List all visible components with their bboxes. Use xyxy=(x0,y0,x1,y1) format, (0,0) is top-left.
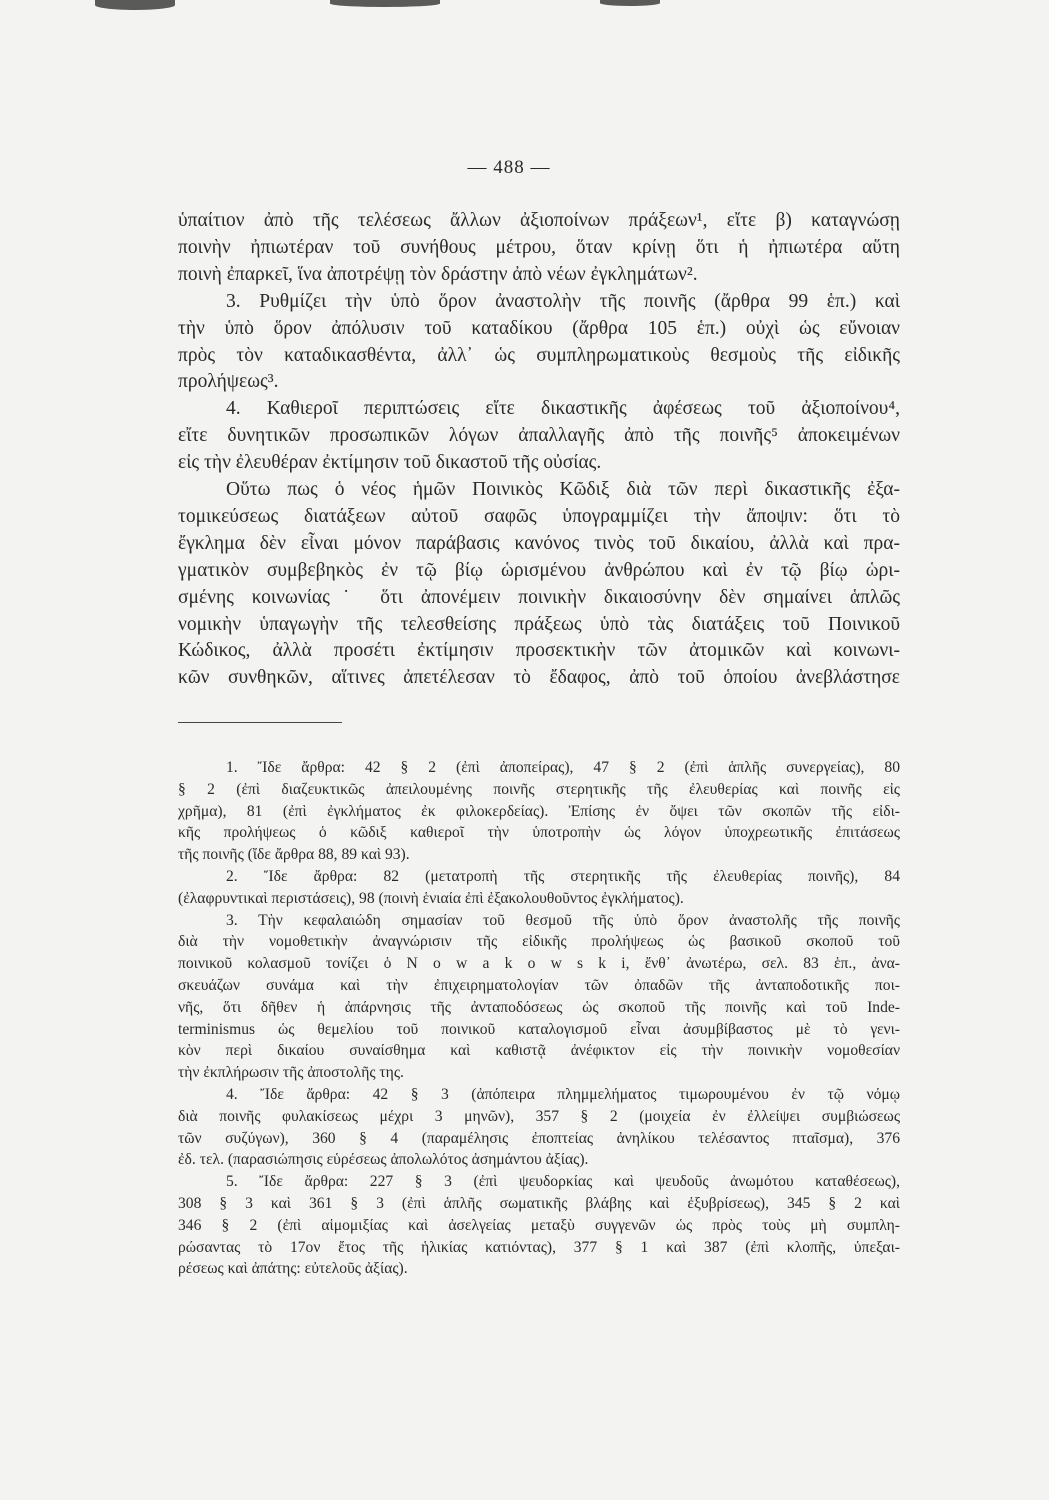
scan-artifact xyxy=(95,0,175,10)
footnote-line: 5. Ἴδε ἄρθρα: 227 § 3 (ἐπὶ ψευδορκίας καὶ ψευδοῦς ἀνωμότου καταθέσεως), xyxy=(226,1173,900,1191)
footnote-line: τῆς ποινῆς (ἴδε ἄρθρα 88, 89 καὶ 93). xyxy=(178,846,410,864)
footnote-line: νῆς, ὅτι δῆθεν ἡ ἀπάρνησις τῆς ἀνταποδόσεως ὡς σκοποῦ τῆς ποινῆς καὶ τοῦ Inde- xyxy=(178,998,900,1016)
footnote-line: κῆς προλήψεως ὁ κῶδιξ καθιεροῖ τὴν ὑποτροπὴν ὡς λόγον ὑποχρεωτικῆς ἐπιτάσεως xyxy=(178,824,900,842)
body-text-line: ἔγκλημα δὲν εἶναι μόνον παράβασις κανόνος τινὸς τοῦ δικαίου, ἀλλὰ καὶ πρα- xyxy=(178,532,900,554)
footnote-line: 3. Τὴν κεφαλαιώδη σημασίαν τοῦ θεσμοῦ τῆς ὑπὸ ὅρον ἀναστολῆς τῆς ποινῆς xyxy=(226,911,900,929)
footnote-line: ποινικοῦ κολασμοῦ τονίζει ὁ N o w a k o w s k i, ἔνθ᾽ ἀνωτέρω, σελ. 83 ἑπ., ἀνα- xyxy=(178,955,900,973)
body-text-line: Κώδικος, ἀλλὰ προσέτι ἐκτίμησιν προσεκτικὴν τῶν ἀτομικῶν καὶ κοινωνι- xyxy=(178,640,900,662)
body-text-line: πρὸς τὸν καταδικασθέντα, ἀλλ᾽ ὡς συμπληρωματικοὺς θεσμοὺς τῆς εἰδικῆς xyxy=(178,344,900,366)
footnote-line: ἐδ. τελ. (παρασιώπησις εὑρέσεως ἀπολωλότος ἀσημάντου ἀξίας). xyxy=(178,1151,589,1169)
footnote-line: χρῆμα), 81 (ἐπὶ ἐγκλήματος ἐκ φιλοκερδείας). Ἐπίσης ἐν ὄψει τῶν σκοπῶν τῆς εἰδι- xyxy=(178,802,900,820)
body-text-line: ποινὴν ἠπιωτέραν τοῦ συνήθους μέτρου, ὅταν κρίνῃ ὅτι ἡ ἠπιωτέρα αὕτη xyxy=(178,236,900,258)
footnote-line: διὰ τὴν νομοθετικὴν ἀναγνώρισιν τῆς εἰδικῆς προλήψεως ὡς βασικοῦ σκοποῦ τοῦ xyxy=(178,933,900,951)
footnote-line: τῶν συζύγων), 360 § 4 (παραμέλησις ἐποπτείας ἀνηλίκου τελέσαντος πταῖσμα), 376 xyxy=(178,1129,900,1147)
footnote-line: διὰ ποινῆς φυλακίσεως μέχρι 3 μηνῶν), 357 § 2 (μοιχεία ἐν ἐλλείψει συμβιώσεως xyxy=(178,1107,900,1125)
body-text-line: 4. Καθιεροῖ περιπτώσεις εἴτε δικαστικῆς ἀφέσεως τοῦ ἀξιοποίνου⁴, xyxy=(226,398,900,420)
footnote-line: 308 § 3 καὶ 361 § 3 (ἐπὶ ἁπλῆς σωματικῆς βλάβης καὶ ἐξυβρίσεως), 345 § 2 καὶ xyxy=(178,1195,900,1212)
page-number: — 488 — xyxy=(467,157,551,178)
body-text-line: προλήψεως³. xyxy=(178,371,279,393)
body-text-line: 3. Ρυθμίζει τὴν ὑπὸ ὅρον ἀναστολὴν τῆς ποινῆς (ἄρθρα 99 ἑπ.) καὶ xyxy=(226,290,900,312)
body-text-line: κῶν συνθηκῶν, αἵτινες ἀπετέλεσαν τὸ ἔδαφος, ἀπὸ τοῦ ὁποίου ἀνεβλάστησε xyxy=(178,667,900,689)
footnote-line: 4. Ἴδε ἄρθρα: 42 § 3 (ἀπόπειρα πλημμελήματος τιμωρουμένου ἐν τῷ νόμῳ xyxy=(226,1086,900,1103)
footnote-line: σκευάζων συνάμα καὶ τὴν ἐπιχειρηματολογίαν τῶν ὀπαδῶν τῆς ἀνταποδοτικῆς ποι- xyxy=(178,977,900,994)
footnote-line: κὸν περὶ δικαίου συναίσθημα καὶ καθιστᾷ ἀνέφικτον εἰς τὴν ποινικὴν νομοθεσίαν xyxy=(178,1042,900,1060)
footnote-line: § 2 (ἐπὶ διαζευκτικῶς ἀπειλουμένης ποινῆς στερητικῆς τῆς ἐλευθερίας καὶ ποινῆς εἰς xyxy=(178,780,900,798)
body-text-line: εἰς τὴν ἐλευθέραν ἐκτίμησιν τοῦ δικαστοῦ τῆς οὐσίας. xyxy=(178,452,602,474)
body-text-line: τομικεύσεως διατάξεων αὐτοῦ σαφῶς ὑπογραμμίζει τὴν ἄποψιν: ὅτι τὸ xyxy=(178,505,900,527)
footnote-line: ρέσεως καὶ ἀπάτης: εὐτελοῦς ἀξίας). xyxy=(178,1260,408,1278)
body-text-line: νομικὴν ὑπαγωγὴν τῆς τελεσθείσης πράξεως ὑπὸ τὰς διατάξεις τοῦ Ποινικοῦ xyxy=(178,613,900,635)
footnote-line: 1. Ἴδε ἄρθρα: 42 § 2 (ἐπὶ ἀποπείρας), 47 § 2 (ἐπὶ ἁπλῆς συνεργείας), 80 xyxy=(226,759,900,776)
body-text-line: εἴτε δυνητικῶν προσωπικῶν λόγων ἀπαλλαγῆς ἀπὸ τῆς ποινῆς⁵ ἀποκειμένων xyxy=(178,425,900,447)
scan-artifact xyxy=(330,0,440,7)
scan-artifact xyxy=(600,0,660,6)
footnote-line: ρώσαντας τὸ 17ον ἔτος τῆς ἡλικίας κατιόντας), 377 § 1 καὶ 387 (ἐπὶ κλοπῆς, ὑπεξαι- xyxy=(178,1238,900,1256)
footnote-divider xyxy=(178,722,342,723)
footnote-line: 2. Ἴδε ἄρθρα: 82 (μετατροπὴ τῆς στερητικῆς τῆς ἐλευθερίας ποινῆς), 84 xyxy=(226,868,900,885)
footnote-line: (ἐλαφρυντικαὶ περιστάσεις), 98 (ποινὴ ἑνιαία ἐπὶ ἐξακολουθοῦντος ἐγκλήματος). xyxy=(178,889,684,907)
footnote-line: 346 § 2 (ἐπὶ αἱμομιξίας καὶ ἀσελγείας μεταξὺ συγγενῶν ὡς πρὸς τοὺς μὴ συμπλη- xyxy=(178,1216,900,1234)
body-text-line: γματικὸν συμβεβηκὸς ἐν τῷ βίῳ ὡρισμένου ἀνθρώπου καὶ ἐν τῷ βίῳ ὡρι- xyxy=(178,559,900,581)
footnote-line: τὴν ἐκπλήρωσιν τῆς ἀποστολῆς της. xyxy=(178,1064,404,1082)
body-text-line: σμένης κοινωνίας˙ ὅτι ἀπονέμειν ποινικὴν δικαιοσύνην δὲν σημαίνει ἁπλῶς xyxy=(178,586,900,608)
footnote-line: terminismus ὡς θεμελίου τοῦ ποινικοῦ καταλογισμοῦ εἶναι ἀσυμβίβαστος μὲ τὸ γενι- xyxy=(178,1020,900,1038)
body-text-line: τὴν ὑπὸ ὅρον ἀπόλυσιν τοῦ καταδίκου (ἄρθρα 105 ἑπ.) οὐχὶ ὡς εὔνοιαν xyxy=(178,317,900,339)
body-text-line: ὑπαίτιον ἀπὸ τῆς τελέσεως ἄλλων ἀξιοποίνων πράξεων¹, εἴτε β) καταγνώσῃ xyxy=(178,210,900,231)
body-text-line: ποινὴ ἐπαρκεῖ, ἵνα ἀποτρέψῃ τὸν δράστην ἀπὸ νέων ἐγκλημάτων². xyxy=(178,263,698,285)
body-text-line: Οὕτω πως ὁ νέος ἡμῶν Ποινικὸς Κῶδιξ διὰ τῶν περὶ δικαστικῆς ἐξα- xyxy=(226,479,900,500)
